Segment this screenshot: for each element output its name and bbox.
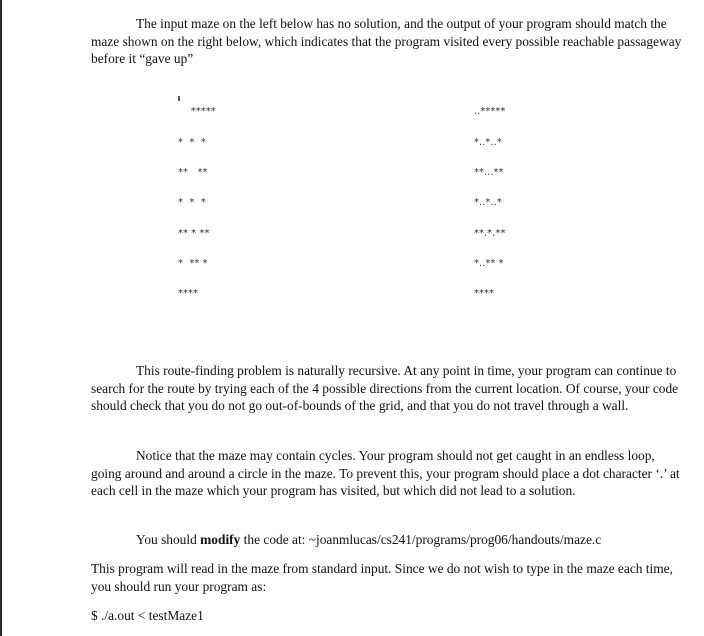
cycles-paragraph: Notice that the maze may contain cycles. Your program should not get caught in an endless loop, going around and around a circle in the maze. To prevent this, your program should place a dot character ‘.’ at each cell in the maze which your program has visited, but which did not lead to a solution. bbox=[91, 448, 680, 498]
modify-prefix: You should bbox=[136, 532, 201, 547]
modify-path: the code at: ~joanmlucas/cs241/programs/prog06/handouts/maze.c bbox=[240, 532, 602, 547]
run-command: $ ./a.out < testMaze1 bbox=[91, 608, 204, 623]
maze-output-row: **...** bbox=[474, 167, 504, 178]
maze-input-row: ** * ** bbox=[178, 228, 210, 239]
maze-output-row: **** bbox=[474, 288, 494, 299]
stray-mark bbox=[178, 96, 180, 101]
maze-output-figure bbox=[474, 106, 614, 306]
maze-input-row: * * * bbox=[178, 197, 206, 208]
maze-output-row: *..** * bbox=[474, 258, 504, 269]
maze-input-row: ***** bbox=[178, 106, 216, 117]
modify-bold-word: modify bbox=[200, 532, 241, 547]
intro-paragraph: The input maze on the left below has no solution, and the output of your program should match the maze shown on the right below, which indicates that the program visited every possible reachable passageway before it “gave up” bbox=[91, 16, 682, 66]
maze-output-row: *..*..* bbox=[474, 137, 502, 148]
maze-output-row: ..***** bbox=[474, 106, 506, 117]
recursion-paragraph: This route-finding problem is naturally recursive. At any point in time, your program can continue to search for the route by trying each of the 4 possible directions from the current location. Of course, your code should check that you do not go out-of-bounds of the grid, and that you do not travel through a wall. bbox=[91, 363, 679, 413]
page-left-border bbox=[0, 0, 2, 636]
maze-input-row: **** bbox=[178, 288, 198, 299]
maze-output-row: **.*.** bbox=[474, 228, 506, 239]
maze-input-row: * * * bbox=[178, 137, 206, 148]
maze-input-figure bbox=[178, 106, 318, 306]
modify-paragraph bbox=[91, 531, 683, 549]
maze-output-row: *..*..* bbox=[474, 197, 502, 208]
maze-input-row: ** ** bbox=[178, 167, 208, 178]
maze-input-row: * ** * bbox=[178, 258, 208, 269]
stdin-paragraph: This program will read in the maze from standard input. Since we do not wish to type in the maze each time, you should run your program as: bbox=[91, 561, 673, 594]
